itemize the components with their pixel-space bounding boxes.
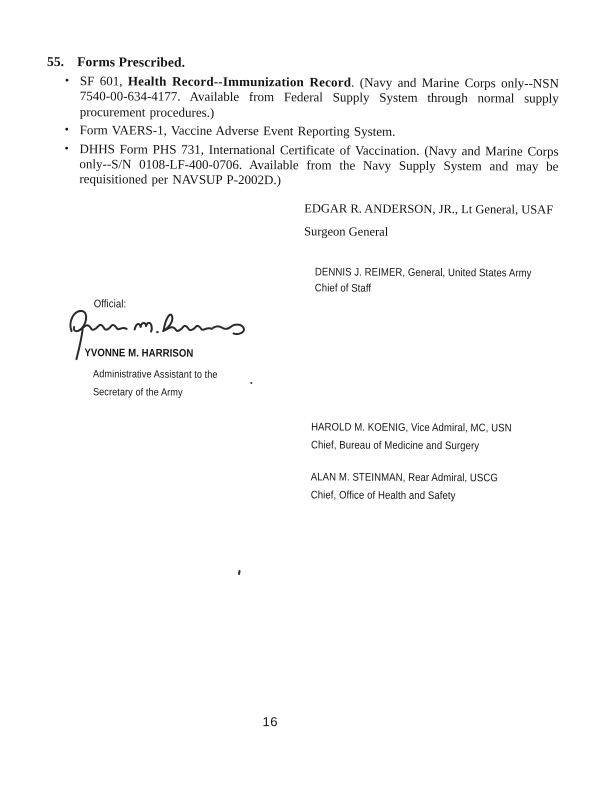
signatory-title [93,365,218,402]
signatory-title-line1: Administrative Assistant to the [93,368,218,381]
scan-speck [238,570,241,575]
signatory-title-line2: Secretary of the Army [92,386,183,399]
section-title: Forms Prescribed. [77,54,186,70]
signature-block-harrison [84,346,218,402]
bullet-text [80,122,396,139]
bullet-text-post: Form VAERS-1, Vaccine Adverse Event Reporting System. [79,122,396,140]
signature-block-anderson [304,197,553,244]
page-number: 16 [262,714,279,730]
bullet-icon: • [64,122,69,137]
bullet-icon: • [64,73,70,88]
bullet-text [80,73,559,120]
bullet-text-post: DHHS Form PHS 731, International Certificate of Vaccination. (Navy and Marine Corps only--S/N 0108-LF-400-0706. Available from the Navy Supply System and may be requisitioned per NAVSUP P-2002D.) [79,140,559,188]
list-item [64,141,558,190]
signatory-title: Chief, Bureau of Medicine and Surgery [310,438,480,452]
signatory-name: YVONNE M. HARRISON [84,347,194,360]
signatory-name: DENNIS J. REIMER, General, United States Army [314,266,532,280]
signatory-title: Chief, Office of Health and Safety [310,488,456,502]
signature-block-koenig [311,419,512,455]
signature-block-reimer [315,265,532,297]
signatory-name: EDGAR R. ANDERSON, JR., Lt General, USAF [304,201,554,217]
official-label: Official: [93,298,127,311]
section-number: 55. [46,53,65,70]
signatory-title: Chief of Staff [314,281,372,295]
signatory-name: ALAN M. STEINMAN, Rear Admiral, USCG [310,471,498,485]
bullet-text-bold: Health Record--Immunization Record [127,73,352,90]
bullet-text-pre: SF 601, [79,73,128,89]
forms-list [64,73,559,192]
section-heading [47,54,185,71]
signatory-name: HAROLD M. KOENIG, Vice Admiral, MC, USN [311,421,512,435]
scan-speck [250,382,252,384]
bullet-text-post: . (Navy and Marine Corps only--NSN 7540-00-634-4177. Available from Federal Supply System through normal supply procurement procedures.) [79,74,559,120]
list-item [65,122,559,140]
bullet-text [79,141,558,188]
list-item [65,73,559,122]
signatory-title: Surgeon General [304,224,389,239]
signature-block-steinman [311,469,498,505]
bullet-icon: • [64,140,69,155]
